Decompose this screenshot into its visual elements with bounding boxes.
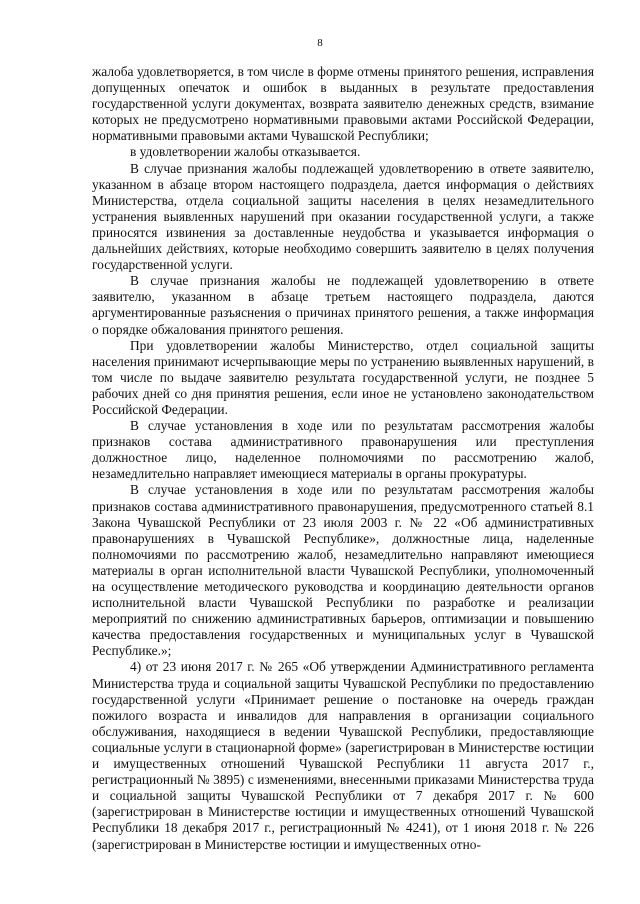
paragraph-order-265: 4) от 23 июня 2017 г. № 265 «Об утверждении Административного регламента Министерства труда и социальной защиты Чувашской Республики по предоставлению государственной услуги «Принимает решение о постановке на очередь граждан пожилого возраста и инвалидов для направления в организации социального обслуживания, находящиеся в ведении Чувашской Республики, предоставляющие социальные услуги в стационарной форме» (зарегистрирован в Министерстве юстиции и имущественных отношений Чувашской Республики 11 августа 2017 г., регистрационный № 3895) с изменениями, внесенными приказами Министерства труда и социальной защиты Чувашской Республики от 7 декабря 2017 г. № 600 (зарегистрирован в Министерстве юстиции и имущественных отношений Чувашской Республики 18 декабря 2017 г., регистрационный № 4241), от 1 июня 2018 г. № 226 (зарегистрирован в Министерстве юстиции и имущественных отно- [92, 659, 594, 852]
paragraph-satisfied-response: В случае признания жалобы подлежащей удовлетворению в ответе заявителю, указанном в абзаце втором настоящего подраздела, дается информация о действиях Министерства, отдела социальной защиты населения в целях незамедлительного устранения выявленных нарушений при оказании государственной услуги, а также приносятся извинения за доставленные неудобства и указывается информация о дальнейших действиях, которые необходимо совершить заявителю в целях получения государственной услуги. [92, 160, 594, 273]
page-number: 8 [317, 37, 323, 49]
paragraph-corrective-measures: При удовлетворении жалобы Министерство, отдел социальной защиты населения принимают исчерпывающие меры по устранению выявленных нарушений, в том числе по выдаче заявителю результата государственной услуги, не позднее 5 рабочих дней со дня принятия решения, если иное не установлено законодательством Российской Федерации. [92, 337, 594, 417]
paragraph-rejected-response: В случае признания жалобы не подлежащей удовлетворению в ответе заявителю, указанном в абзаце третьем настоящего подраздела, даются аргументированные разъяснения о причинах принятого решения, а также информация о порядке обжалования принятого решения. [92, 273, 594, 337]
paragraph-administrative-offense: В случае установления в ходе или по результатам рассмотрения жалобы признаков состава административного правонарушения, предусмотренного статьей 8.1 Закона Чувашской Республики от 23 июля 2003 г. № 22 «Об административных правонарушениях в Чувашской Республике», должностные лица, наделенные полномочиями по рассмотрению жалоб, незамедлительно направляют имеющиеся материалы в орган исполнительной власти Чувашской Республики, уполномоченный на осуществление методического руководства и координацию деятельности органов исполнительной власти Чувашской Республики по разработке и реализации мероприятий по снижению административных барьеров, оптимизации и повышению качества предоставления государственных и муниципальных услуг в Чувашской Республике.»; [92, 482, 594, 659]
paragraph-complaint-satisfied: жалоба удовлетворяется, в том числе в форме отмены принятого решения, исправления допущенных опечаток и ошибок в выданных в результате предоставления государственной услуги документах, возврата заявителю денежных средств, взимание которых не предусмотрено нормативными правовыми актами Российской Федерации, нормативными правовыми актами Чувашской Республики; [92, 64, 594, 144]
document-body [92, 64, 594, 853]
paragraph-complaint-rejected: в удовлетворении жалобы отказывается. [130, 144, 361, 160]
paragraph-prosecution-referral: В случае установления в ходе или по результатам рассмотрения жалобы признаков состава административного правонарушения или преступления должностное лицо, наделенное полномочиями по рассмотрению жалоб, незамедлительно направляет имеющиеся материалы в органы прокуратуры. [92, 418, 594, 482]
